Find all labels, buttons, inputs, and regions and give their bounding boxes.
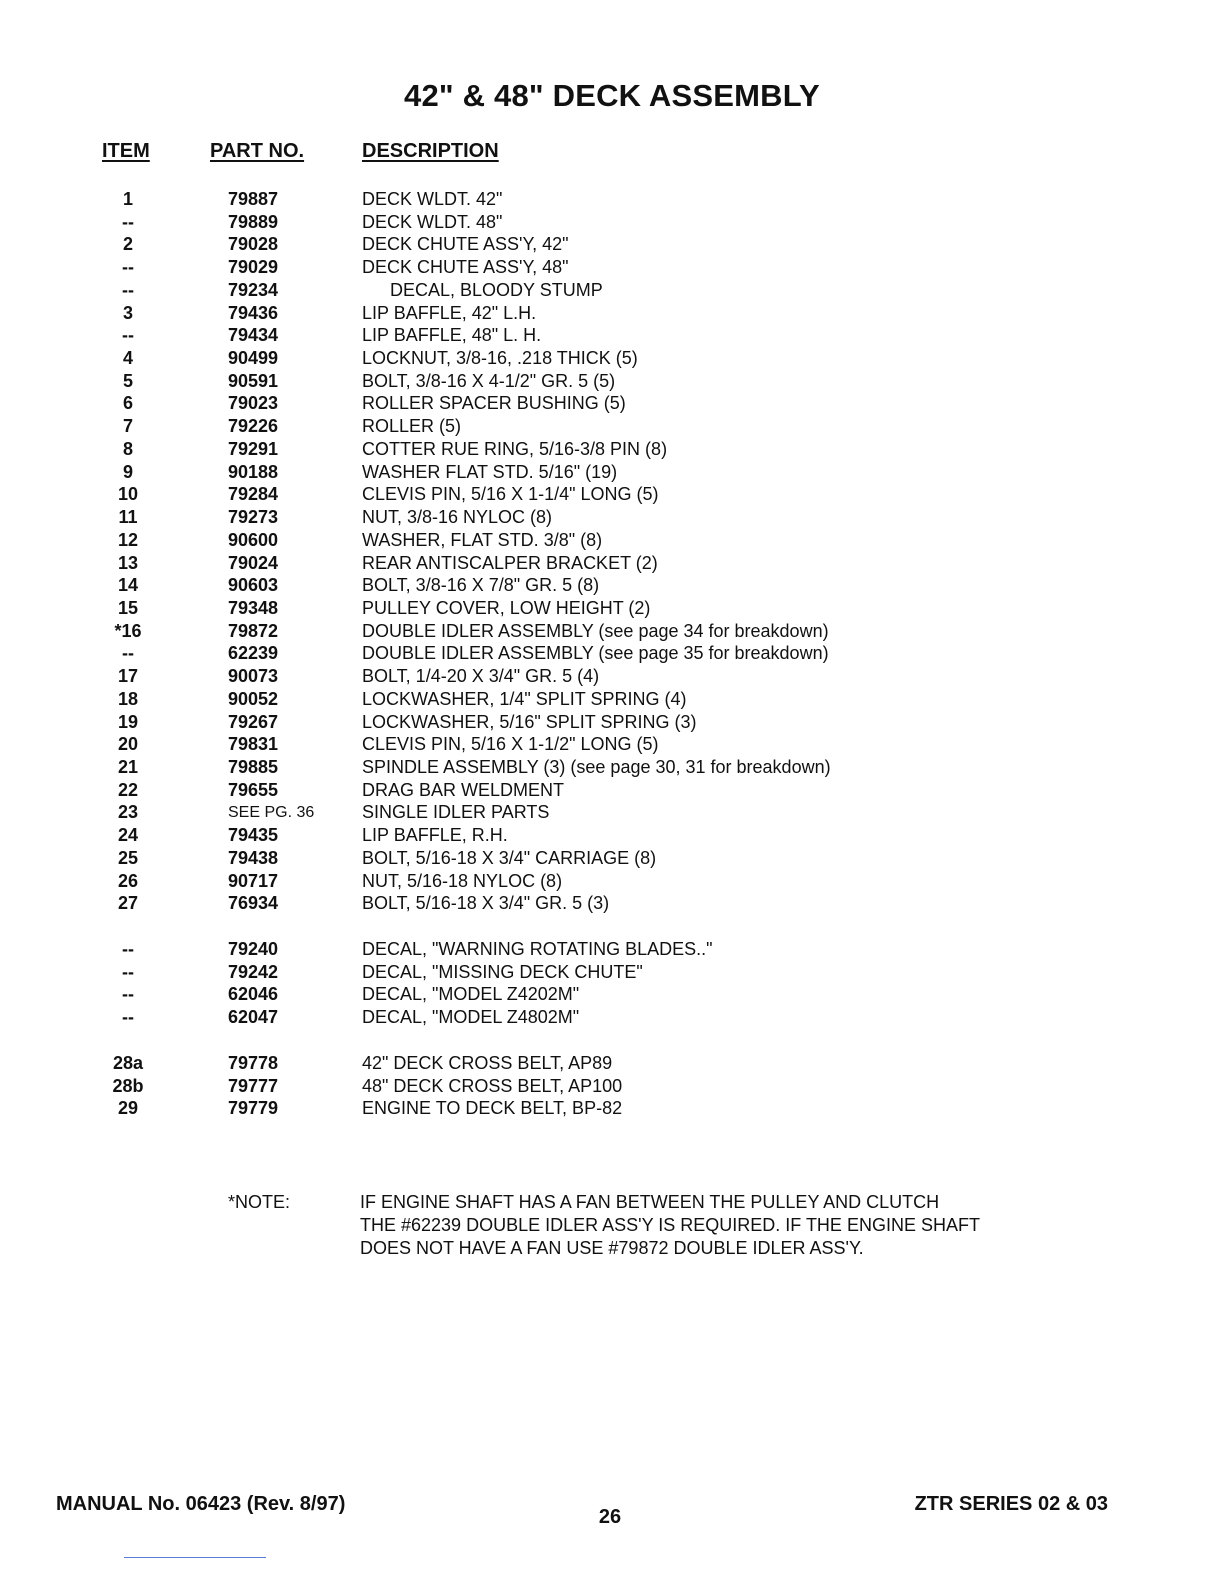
note-line: DOES NOT HAVE A FAN USE #79872 DOUBLE IDLER ASS'Y.	[360, 1238, 864, 1258]
table-row	[0, 620, 1224, 643]
part-description: SPINDLE ASSEMBLY (3) (see page 30, 31 for breakdown)	[362, 757, 831, 777]
part-description: 48" DECK CROSS BELT, AP100	[362, 1075, 623, 1096]
table-row	[0, 779, 1224, 802]
part-number: 90591	[228, 370, 279, 391]
item-number: 17	[117, 666, 139, 687]
manual-number: MANUAL No. 06423 (Rev. 8/97)	[56, 1493, 346, 1515]
part-number: 79023	[228, 393, 279, 414]
item-number: 29	[117, 1098, 139, 1119]
part-number: 90073	[228, 666, 279, 687]
item-number: 19	[117, 711, 139, 732]
item-number: 18	[117, 688, 139, 709]
item-number: 2	[122, 234, 133, 255]
table-row	[0, 392, 1224, 415]
part-number: 79435	[228, 825, 279, 846]
part-number: 79434	[228, 325, 279, 346]
page-number: 26	[598, 1506, 622, 1528]
part-number: 79348	[228, 597, 279, 618]
item-number: 10	[117, 484, 139, 505]
part-number: 79778	[228, 1052, 279, 1073]
part-description: DECAL, "MODEL Z4802M"	[362, 1007, 580, 1028]
part-description: DOUBLE IDLER ASSEMBLY (see page 35 for breakdown)	[362, 643, 829, 664]
part-number: 90717	[228, 870, 279, 891]
item-number: 13	[117, 552, 139, 573]
table-row	[0, 415, 1224, 438]
item-number: 28a	[112, 1052, 144, 1073]
item-number: --	[122, 279, 134, 300]
note-line: IF ENGINE SHAFT HAS A FAN BETWEEN THE PULLEY AND CLUTCH	[360, 1192, 940, 1212]
table-row	[0, 211, 1224, 234]
item-number: 3	[122, 302, 133, 323]
table-row	[0, 938, 1224, 961]
table-row	[0, 347, 1224, 370]
part-number: 62047	[228, 1007, 279, 1028]
part-number: 62239	[228, 643, 279, 664]
table-row	[0, 1052, 1224, 1075]
table-row	[0, 256, 1224, 279]
table-row	[0, 665, 1224, 688]
table-row	[0, 983, 1224, 1006]
item-number: --	[122, 643, 134, 664]
table-row	[0, 711, 1224, 734]
part-number: 90188	[228, 461, 279, 482]
item-number: 26	[117, 870, 139, 891]
table-row	[0, 574, 1224, 597]
item-number: 25	[117, 847, 139, 868]
part-description: CLEVIS PIN, 5/16 X 1-1/4" LONG (5)	[362, 484, 659, 505]
item-number: 5	[122, 370, 133, 391]
table-row	[0, 733, 1224, 756]
part-description: BOLT, 1/4-20 X 3/4" GR. 5 (4)	[362, 666, 600, 687]
table-row	[0, 642, 1224, 665]
table-row	[0, 302, 1224, 325]
table-row	[0, 438, 1224, 461]
part-description: ENGINE TO DECK BELT, BP-82	[362, 1098, 623, 1119]
table-row	[0, 506, 1224, 529]
part-description: REAR ANTISCALPER BRACKET (2)	[362, 552, 658, 573]
note-label: *NOTE:	[228, 1192, 291, 1212]
table-row	[0, 870, 1224, 893]
table-row	[0, 1097, 1224, 1120]
column-header-description: DESCRIPTION	[362, 140, 499, 162]
part-description: LIP BAFFLE, R.H.	[362, 825, 508, 846]
part-description: CLEVIS PIN, 5/16 X 1-1/2" LONG (5)	[362, 734, 659, 755]
part-number: 79273	[228, 507, 279, 528]
part-description: DECK WLDT. 42"	[362, 189, 503, 209]
item-number: 22	[117, 779, 139, 800]
table-row	[0, 756, 1224, 779]
series-label: ZTR SERIES 02 & 03	[914, 1493, 1108, 1515]
item-number: --	[122, 211, 134, 232]
item-number: 6	[122, 393, 133, 414]
part-description: WASHER, FLAT STD. 3/8" (8)	[362, 529, 603, 550]
item-number: --	[122, 961, 134, 982]
part-description: DECAL, BLOODY STUMP	[390, 279, 603, 300]
part-number: 90499	[228, 348, 279, 369]
part-description: BOLT, 5/16-18 X 3/4" CARRIAGE (8)	[362, 847, 657, 868]
part-number: 79777	[228, 1075, 279, 1096]
table-row	[0, 233, 1224, 256]
part-number: 90603	[228, 575, 279, 596]
page-title: 42" & 48" DECK ASSEMBLY	[404, 78, 820, 113]
note-text	[360, 1191, 1080, 1260]
table-row	[0, 370, 1224, 393]
part-description: NUT, 3/8-16 NYLOC (8)	[362, 507, 553, 528]
part-number: 79436	[228, 302, 279, 323]
part-description: DECK CHUTE ASS'Y, 42"	[362, 234, 569, 255]
part-description: PULLEY COVER, LOW HEIGHT (2)	[362, 597, 651, 618]
part-number: 79028	[228, 234, 279, 255]
item-number: 11	[118, 507, 138, 528]
part-number: 79242	[228, 961, 279, 982]
table-row	[0, 847, 1224, 870]
part-description: LOCKWASHER, 1/4" SPLIT SPRING (4)	[362, 688, 687, 709]
item-number: 27	[117, 893, 139, 914]
part-number: 79234	[228, 279, 279, 300]
part-description: DRAG BAR WELDMENT	[362, 779, 565, 800]
item-number: 8	[122, 438, 133, 459]
table-row	[0, 801, 1224, 824]
part-description: DECK CHUTE ASS'Y, 48"	[362, 257, 569, 278]
part-number: 79831	[228, 734, 279, 755]
table-row	[0, 483, 1224, 506]
part-description: 42" DECK CROSS BELT, AP89	[362, 1052, 613, 1073]
part-number: 62046	[228, 984, 279, 1005]
part-number: SEE PG. 36	[228, 804, 315, 822]
table-row	[0, 324, 1224, 347]
item-number: 21	[117, 757, 139, 777]
part-number: 79226	[228, 416, 279, 437]
table-row	[0, 688, 1224, 711]
item-number: 1	[122, 189, 133, 209]
part-number: 79438	[228, 847, 279, 868]
bottom-rule	[124, 1557, 266, 1558]
part-description: LIP BAFFLE, 42" L.H.	[362, 302, 537, 323]
table-row	[0, 529, 1224, 552]
part-number: 76934	[228, 893, 279, 914]
part-number: 90052	[228, 688, 279, 709]
table-row	[0, 1075, 1224, 1098]
part-number: 79885	[228, 757, 279, 777]
table-row	[0, 892, 1224, 915]
part-number: 79291	[228, 438, 279, 459]
part-number: 79267	[228, 711, 279, 732]
part-number: 79655	[228, 779, 279, 800]
part-description: WASHER FLAT STD. 5/16" (19)	[362, 461, 618, 482]
part-number: 90600	[228, 529, 279, 550]
part-description: DECAL, "WARNING ROTATING BLADES.."	[362, 939, 713, 960]
table-row	[0, 1006, 1224, 1029]
part-description: DECK WLDT. 48"	[362, 211, 503, 232]
part-description: SINGLE IDLER PARTS	[362, 802, 550, 823]
part-description: ROLLER SPACER BUSHING (5)	[362, 393, 626, 414]
item-number: 7	[122, 416, 133, 437]
part-number: 79284	[228, 484, 279, 505]
item-number: --	[122, 325, 134, 346]
part-description: LIP BAFFLE, 48" L. H.	[362, 325, 542, 346]
item-number: 12	[117, 529, 139, 550]
part-description: ROLLER (5)	[362, 416, 462, 437]
item-number: 9	[122, 461, 133, 482]
table-row	[0, 597, 1224, 620]
table-row	[0, 552, 1224, 575]
part-description: BOLT, 3/8-16 X 7/8" GR. 5 (8)	[362, 575, 600, 596]
part-description: LOCKWASHER, 5/16" SPLIT SPRING (3)	[362, 711, 697, 732]
item-number: 24	[117, 825, 139, 846]
table-row	[0, 461, 1224, 484]
note-line: THE #62239 DOUBLE IDLER ASS'Y IS REQUIRED. IF THE ENGINE SHAFT	[360, 1215, 980, 1235]
table-row	[0, 961, 1224, 984]
table-row	[0, 188, 1224, 211]
table-row	[0, 279, 1224, 302]
part-number: 79872	[228, 620, 279, 641]
table-row	[0, 824, 1224, 847]
item-number: 20	[117, 734, 139, 755]
item-number: --	[122, 1007, 134, 1028]
item-number: 14	[117, 575, 139, 596]
item-number: 15	[117, 597, 139, 618]
part-description: NUT, 5/16-18 NYLOC (8)	[362, 870, 563, 891]
item-number: 28b	[112, 1075, 144, 1096]
part-number: 79029	[228, 257, 279, 278]
part-description: LOCKNUT, 3/8-16, .218 THICK (5)	[362, 348, 638, 369]
part-description: BOLT, 5/16-18 X 3/4" GR. 5 (3)	[362, 893, 610, 914]
item-number: --	[122, 939, 134, 960]
part-description: DECAL, "MODEL Z4202M"	[362, 984, 580, 1005]
part-description: DOUBLE IDLER ASSEMBLY (see page 34 for breakdown)	[362, 620, 829, 641]
part-number: 79889	[228, 211, 279, 232]
column-header-item: ITEM	[102, 140, 150, 162]
part-number: 79887	[228, 189, 279, 209]
part-description: BOLT, 3/8-16 X 4-1/2" GR. 5 (5)	[362, 370, 616, 391]
item-number: --	[122, 984, 134, 1005]
part-description: DECAL, "MISSING DECK CHUTE"	[362, 961, 643, 982]
part-number: 79024	[228, 552, 279, 573]
part-number: 79779	[228, 1098, 279, 1119]
item-number: 23	[117, 802, 139, 823]
column-header-part-no: PART NO.	[210, 140, 305, 162]
item-number: --	[122, 257, 134, 278]
part-number: 79240	[228, 939, 279, 960]
item-number: *16	[114, 620, 142, 641]
part-description: COTTER RUE RING, 5/16-3/8 PIN (8)	[362, 438, 668, 459]
item-number: 4	[122, 348, 133, 369]
